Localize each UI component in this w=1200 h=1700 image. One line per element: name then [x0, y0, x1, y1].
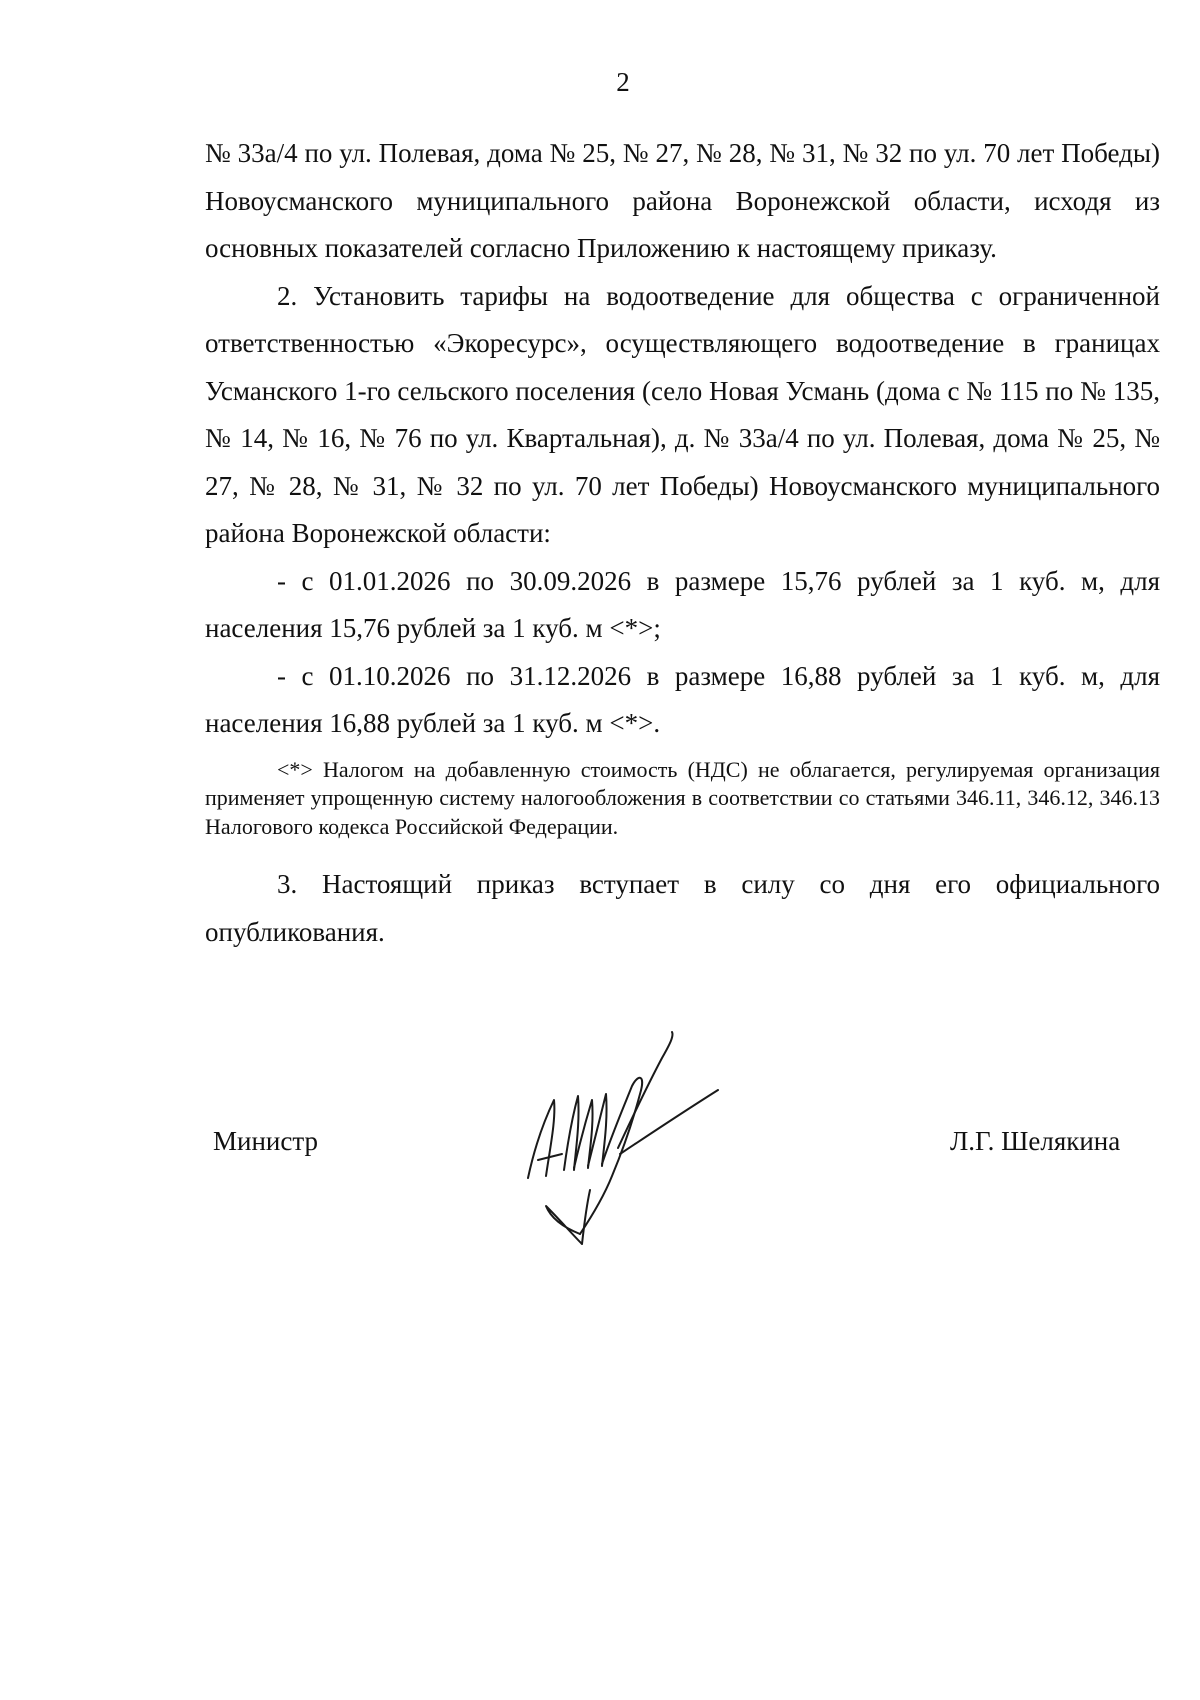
- signature-block: [0, 1010, 1200, 1250]
- paragraph-continuation: № 33а/4 по ул. Полевая, дома № 25, № 27, № 28, № 31, № 32 по ул. 70 лет Победы) Новоусманского муниципального района Воронежской области, исходя из основных показателей согласно Приложению к настоящему приказу.: [205, 138, 1160, 263]
- paragraph-tariff-1: - с 01.01.2026 по 30.09.2026 в размере 15,76 рублей за 1 куб. м, для населения 15,76 рублей за 1 куб. м <*>;: [205, 565, 1160, 643]
- paragraph-tariff-2: - с 01.10.2026 по 31.12.2026 в размере 16,88 рублей за 1 куб. м, для населения 16,88 рублей за 1 куб. м <*>.: [205, 660, 1160, 738]
- document-body: [205, 130, 1160, 956]
- paragraph-item-2: 2. Установить тарифы на водоотведение для общества с ограниченной ответственностью «Экоресурс», осуществляющего водоотведение в границах Усманского 1-го сельского поселения (село Новая Усмань (дома с № 115 по № 135, № 14, № 16, № 76 по ул. Квартальная), д. № 33а/4 по ул. Полевая, дома № 25, № 27, № 28, № 31, № 32 по ул. 70 лет Победы) Новоусманского муниципального района Воронежской области:: [205, 280, 1160, 548]
- signatory-name: Л.Г. Шелякина: [950, 1126, 1121, 1156]
- footnote-vat: <*> Налогом на добавленную стоимость (НДС) не облагается, регулируемая организация применяет упрощенную систему налогообложения в соответствии со статьями 346.11, 346.12, 346.13 Налогового кодекса Российской Федерации.: [205, 756, 1160, 839]
- paragraph-item-3: 3. Настоящий приказ вступает в силу со дня его официального опубликования.: [205, 869, 1160, 947]
- page-number: 2: [616, 67, 630, 97]
- signatory-title: Министр: [213, 1126, 318, 1156]
- handwritten-signature: [520, 1030, 740, 1260]
